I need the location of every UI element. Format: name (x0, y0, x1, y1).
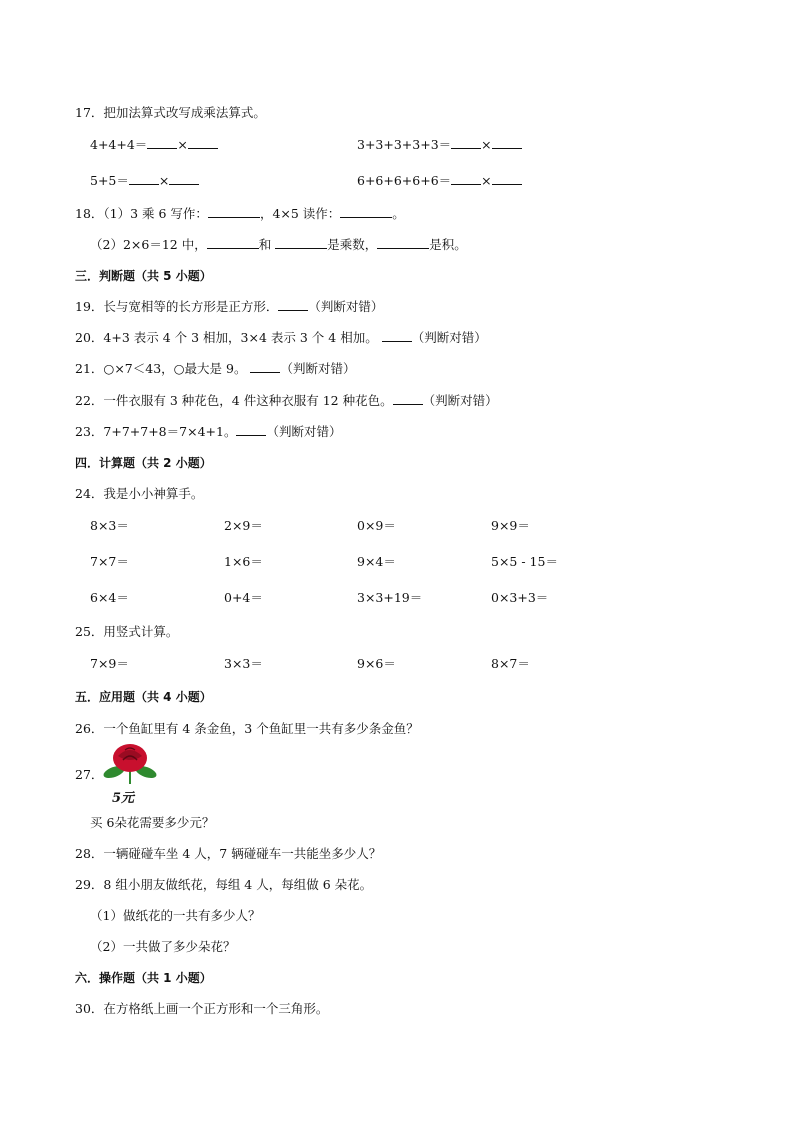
rose-icon (101, 740, 159, 786)
question-24: 24．我是小小神算手。 (75, 486, 204, 501)
q17-item-4: 6+6+6+6+6＝ × (357, 173, 522, 189)
section-heading-application: 五．应用题（共 4 小题） (75, 690, 212, 704)
q17-item-2: 3+3+3+3+3＝ × (357, 137, 522, 153)
section-heading-calculation: 四．计算题（共 2 小题） (75, 456, 212, 470)
question-29-part-2: （2）一共做了多少朵花？ (90, 939, 236, 954)
calc-item: 3×3+19＝ (357, 590, 423, 605)
vertical-calc-item: 8×7＝ (491, 656, 530, 671)
question-23: 23．7+7+7+8＝7×4+1。 （判断对错） (75, 424, 342, 439)
question-27-text: 买 6朵花需要多少元？ (90, 815, 215, 830)
q17-item-3: 5+5＝ × (90, 173, 199, 189)
answer-blank[interactable] (207, 237, 259, 249)
answer-blank[interactable] (129, 173, 159, 185)
price-label: 5元 (112, 791, 135, 806)
answer-blank[interactable] (492, 173, 522, 185)
calc-item: 5×5 - 15＝ (491, 554, 558, 569)
answer-blank[interactable] (340, 206, 392, 218)
question-18-part-2: （2）2×6＝12 中， 和 是乘数， 是积。 (90, 237, 467, 252)
answer-blank[interactable] (278, 299, 308, 311)
question-17: 17．把加法算式改写成乘法算式。 (75, 105, 266, 120)
calc-item: 0×3+3＝ (491, 590, 549, 605)
calc-item: 9×9＝ (491, 518, 530, 533)
question-25: 25．用竖式计算。 (75, 624, 179, 639)
calc-item: 0×9＝ (357, 518, 396, 533)
calc-item: 7×7＝ (90, 554, 129, 569)
calc-item: 1×6＝ (224, 554, 263, 569)
calc-item: 8×3＝ (90, 518, 129, 533)
section-heading-operation: 六．操作题（共 1 小题） (75, 971, 212, 985)
answer-blank[interactable] (188, 137, 218, 149)
calc-item: 0+4＝ (224, 590, 263, 605)
answer-blank[interactable] (275, 237, 327, 249)
question-30: 30．在方格纸上画一个正方形和一个三角形。 (75, 1001, 329, 1016)
vertical-calc-item: 3×3＝ (224, 656, 263, 671)
q17-item-1: 4+4+4＝ × (90, 137, 218, 153)
calc-item: 2×9＝ (224, 518, 263, 533)
answer-blank[interactable] (451, 173, 481, 185)
answer-blank[interactable] (169, 173, 199, 185)
question-19: 19．长与宽相等的长方形是正方形． （判断对错） (75, 299, 384, 314)
question-20: 20．4+3 表示 4 个 3 相加，3×4 表示 3 个 4 相加。 （判断对错） (75, 330, 487, 345)
question-18-part-1: 18．（1）3 乘 6 写作： ，4×5 读作： 。 (75, 206, 405, 221)
vertical-calc-item: 9×6＝ (357, 656, 396, 671)
answer-blank[interactable] (377, 237, 429, 249)
question-22: 22．一件衣服有 3 种花色，4 件这种衣服有 12 种花色。 （判断对错） (75, 393, 498, 408)
answer-blank[interactable] (393, 393, 423, 405)
vertical-calc-item: 7×9＝ (90, 656, 129, 671)
answer-blank[interactable] (147, 137, 177, 149)
question-28: 28．一辆碰碰车坐 4 人，7 辆碰碰车一共能坐多少人？ (75, 846, 382, 861)
answer-blank[interactable] (236, 424, 266, 436)
question-29-part-1: （1）做纸花的一共有多少人？ (90, 908, 261, 923)
question-21: 21．○×7＜43，○最大是 9。 （判断对错） (75, 361, 356, 376)
question-27-number: 27． (75, 767, 104, 782)
answer-blank[interactable] (208, 206, 260, 218)
section-heading-judgment: 三．判断题（共 5 小题） (75, 269, 212, 283)
answer-blank[interactable] (382, 330, 412, 342)
question-29: 29．8 组小朋友做纸花，每组 4 人，每组做 6 朵花。 (75, 877, 373, 892)
calc-item: 9×4＝ (357, 554, 396, 569)
answer-blank[interactable] (451, 137, 481, 149)
question-26: 26．一个鱼缸里有 4 条金鱼，3 个鱼缸里一共有多少条金鱼？ (75, 721, 419, 736)
answer-blank[interactable] (250, 361, 280, 373)
answer-blank[interactable] (492, 137, 522, 149)
calc-item: 6×4＝ (90, 590, 129, 605)
